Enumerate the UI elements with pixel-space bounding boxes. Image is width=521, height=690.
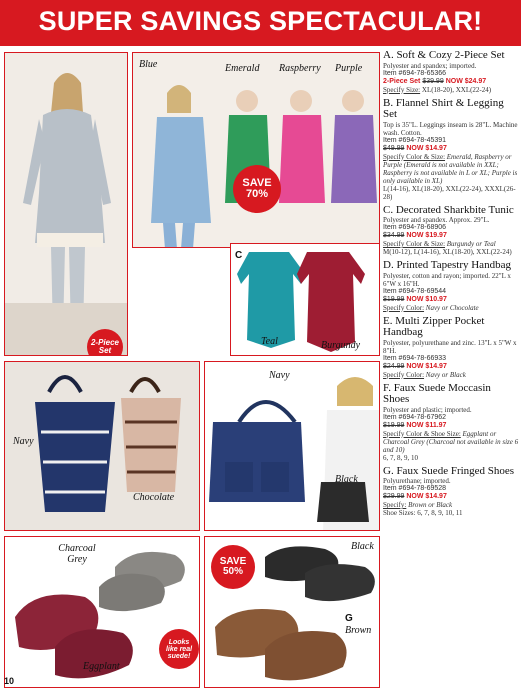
product-title: C. Decorated Sharkbite Tunic bbox=[383, 203, 514, 216]
product-title: A. Soft & Cozy 2-Piece Set bbox=[383, 49, 505, 61]
was-price: $34.99 bbox=[383, 232, 405, 239]
spec-label: Specify: bbox=[383, 501, 407, 509]
product-panel-c bbox=[230, 243, 380, 356]
product-desc: Polyester and plastic; imported. bbox=[383, 405, 472, 414]
badge-line: 70% bbox=[245, 188, 269, 200]
model-image-flannel-set bbox=[133, 53, 380, 248]
spec-label: Specify Color: bbox=[383, 303, 425, 312]
badge-line: SAVE bbox=[219, 556, 247, 567]
was-price: $19.99 bbox=[383, 421, 405, 429]
price-line bbox=[383, 363, 519, 371]
spec-text: L(14-16), XL(18-20), XXL(22-24), XXXL(26-28) bbox=[383, 184, 516, 201]
product-title: D. Printed Tapestry Handbag bbox=[383, 259, 511, 271]
product-item-a bbox=[383, 50, 519, 94]
badge-line: Set bbox=[98, 346, 112, 355]
was-price: $49.99 bbox=[383, 144, 405, 152]
item-number: Item #694-78-68906 bbox=[383, 224, 447, 231]
was-price: $24.99 bbox=[383, 362, 405, 370]
badge-line: 2-Piece bbox=[90, 338, 120, 347]
item-number: Item #694-78-67962 bbox=[383, 413, 447, 421]
price-line bbox=[383, 296, 519, 304]
color-label-navy: Navy bbox=[13, 436, 34, 447]
item-number: Item #694-78-69528 bbox=[383, 485, 447, 492]
panel-letter: G bbox=[345, 613, 353, 624]
product-panel-e bbox=[204, 361, 380, 531]
product-item-b bbox=[383, 98, 519, 201]
product-item-g bbox=[383, 466, 519, 518]
color-label-charcoal-grey: Charcoal Grey bbox=[58, 543, 96, 565]
spec-italic: Brown or Black bbox=[408, 501, 453, 509]
spec-label: Specify Color: bbox=[383, 370, 425, 379]
product-desc: Polyester, polyurethane and zinc. 13"L x 5"W x 8"H. bbox=[383, 338, 517, 355]
badge-line: 50% bbox=[222, 566, 243, 577]
product-title: B. Flannel Shirt & Legging Set bbox=[383, 96, 504, 120]
badge-line: SAVE bbox=[242, 177, 272, 189]
price-line bbox=[383, 232, 519, 240]
item-number: Item #694-78-65366 bbox=[383, 69, 447, 77]
price-prefix: 2-Piece Set bbox=[383, 77, 421, 85]
price-line bbox=[383, 422, 519, 430]
product-item-d bbox=[383, 260, 519, 312]
spec-text: Shoe Sizes: 6, 7, 8, 9, 10, 11 bbox=[383, 509, 463, 517]
spec-text: 6, 7, 8, 9, 10 bbox=[383, 453, 418, 462]
product-descriptions bbox=[383, 50, 519, 521]
product-desc: Polyester and spandex. Approx. 29"L. bbox=[383, 216, 490, 224]
spec-line bbox=[383, 371, 519, 379]
color-label-black: Black bbox=[335, 474, 358, 485]
spec-label: Specify Color & Shoe Size: bbox=[383, 429, 461, 438]
now-price: NOW $14.97 bbox=[406, 144, 447, 152]
color-label-blue: Blue bbox=[139, 59, 158, 70]
spec-label: Specify Size: bbox=[383, 85, 421, 94]
product-title: F. Faux Suede Moccasin Shoes bbox=[383, 381, 491, 405]
product-image-tapestry-bags bbox=[5, 362, 200, 531]
badge-line: like real bbox=[165, 645, 193, 653]
spec-line bbox=[383, 501, 519, 517]
product-title: E. Multi Zipper Pocket Handbag bbox=[383, 314, 485, 338]
now-price: NOW $14.97 bbox=[406, 362, 447, 370]
color-label-burgundy: Burgundy bbox=[321, 340, 361, 351]
spec-italic: Navy or Chocolate bbox=[425, 303, 479, 312]
spec-italic: Burgundy or Teal bbox=[446, 240, 496, 248]
product-desc: Polyester, cotton and rayon; imported. 22"L x 6"W x 16"H. bbox=[383, 271, 511, 288]
color-label-black: Black bbox=[351, 541, 374, 552]
spec-line bbox=[383, 430, 519, 462]
product-item-e bbox=[383, 316, 519, 379]
spec-label: Specify Color & Size: bbox=[383, 152, 446, 161]
spec-line bbox=[383, 304, 519, 312]
save-badge bbox=[233, 165, 281, 213]
spec-line bbox=[383, 153, 519, 201]
now-price: NOW $24.97 bbox=[445, 77, 487, 85]
spec-line bbox=[383, 240, 519, 256]
price-line bbox=[383, 78, 519, 86]
price-line bbox=[383, 145, 519, 153]
model-image-loungewear bbox=[5, 53, 128, 356]
color-label-teal: Teal bbox=[261, 336, 278, 347]
item-number: Item #694-78-66933 bbox=[383, 354, 447, 362]
product-panel-g bbox=[204, 536, 380, 688]
header-banner bbox=[0, 0, 521, 46]
save-badge bbox=[211, 545, 255, 589]
product-title: G. Faux Suede Fringed Shoes bbox=[383, 464, 515, 477]
spec-label: Specify Color & Size: bbox=[383, 240, 446, 248]
price-line bbox=[383, 493, 519, 501]
product-panel-d bbox=[4, 361, 200, 531]
now-price: NOW $10.97 bbox=[406, 295, 447, 303]
product-desc: Top is 35"L. Leggings inseam is 28"L. Machine wash. Cotton. bbox=[383, 120, 518, 137]
page-number: 10 bbox=[4, 676, 15, 686]
now-price: NOW $14.97 bbox=[406, 493, 447, 500]
now-price: NOW $11.97 bbox=[406, 421, 447, 429]
color-label-eggplant: Eggplant bbox=[83, 661, 120, 672]
color-label-purple: Purple bbox=[335, 63, 363, 74]
spec-text: M(10-12), L(14-16), XL(18-20), XXL(22-24) bbox=[383, 248, 512, 256]
product-panel-b bbox=[132, 52, 380, 248]
product-image-zipper-bags bbox=[205, 362, 380, 531]
product-desc: Polyester and spandex; imported. bbox=[383, 61, 477, 70]
color-label-emerald: Emerald bbox=[225, 63, 260, 74]
item-number: Item #694-78-69544 bbox=[383, 287, 447, 295]
color-label-raspberry: Raspberry bbox=[279, 63, 321, 74]
product-item-f bbox=[383, 383, 519, 462]
color-label-navy: Navy bbox=[269, 370, 290, 381]
product-item-c bbox=[383, 205, 519, 257]
was-price: $39.99 bbox=[422, 77, 444, 85]
color-label-chocolate: Chocolate bbox=[133, 492, 175, 503]
was-price: $29.99 bbox=[383, 493, 405, 500]
product-desc: Polyurethane; imported. bbox=[383, 477, 451, 485]
spec-text: XL(18-20), XXL(22-24) bbox=[421, 85, 492, 94]
badge-line: suede! bbox=[167, 652, 191, 660]
panel-letter: C bbox=[235, 250, 243, 261]
spec-italic: Eggplant or Charcoal Grey (Charcoal not available in size 6 and 10) bbox=[383, 429, 519, 454]
spec-italic: Emerald, Raspberry or Purple (Emerald is not available in XXL; Raspberry is not available in L or XL; Purple is only available in XL) bbox=[383, 152, 518, 185]
spec-line bbox=[383, 86, 519, 94]
item-number: Item #694-78-45391 bbox=[383, 136, 447, 144]
badge-line: Looks bbox=[168, 638, 190, 646]
product-panel-f bbox=[4, 536, 200, 688]
color-label-brown: Brown bbox=[345, 625, 372, 636]
now-price: NOW $19.97 bbox=[406, 232, 447, 239]
was-price: $19.99 bbox=[383, 295, 405, 303]
spec-italic: Navy or Black bbox=[425, 370, 466, 379]
suede-badge bbox=[159, 629, 199, 669]
page-title: SUPER SAVINGS SPECTACULAR! bbox=[38, 6, 483, 36]
product-panel-a bbox=[4, 52, 128, 356]
